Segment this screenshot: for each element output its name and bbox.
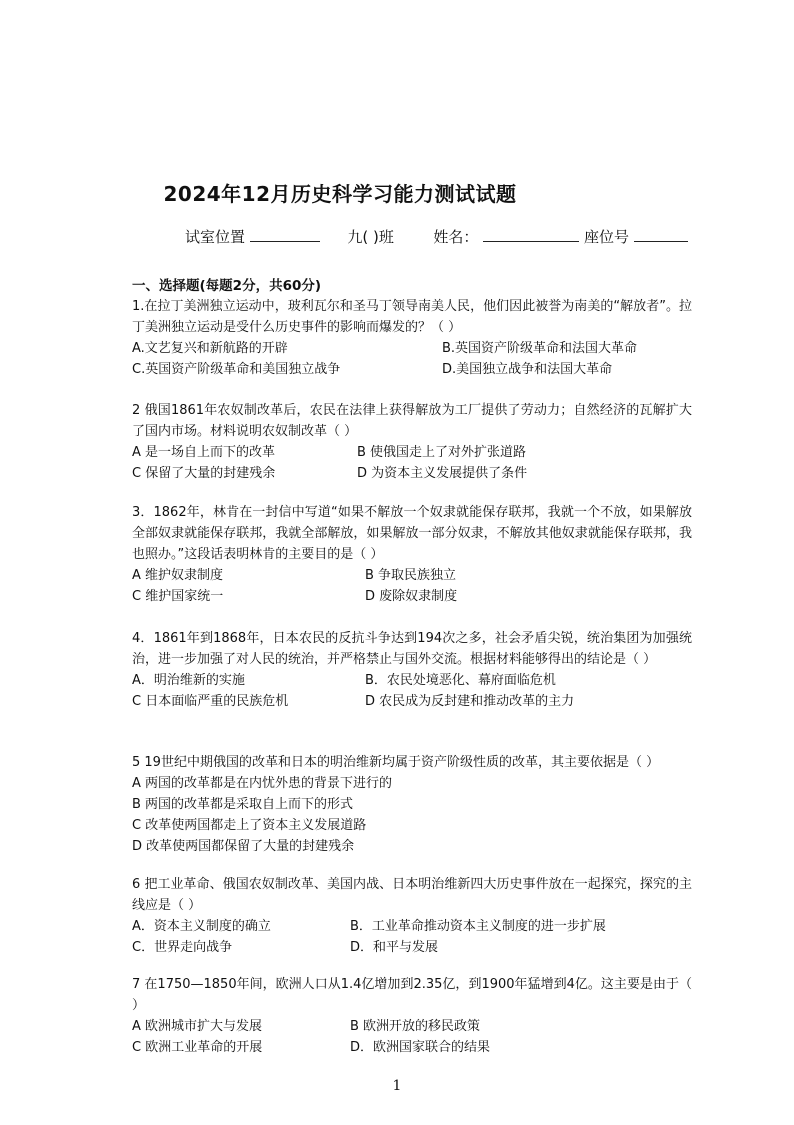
options-grid: [132, 670, 692, 712]
option-b[interactable]: B 争取民族独立: [365, 568, 457, 583]
option-a[interactable]: A.文艺复兴和新航路的开辟: [132, 341, 288, 356]
question-stem: 5 19世纪中期俄国的改革和日本的明治维新均属于资产阶级性质的改革，其主要依据是（ ）: [132, 755, 660, 770]
option-a[interactable]: A 欧洲城市扩大与发展: [132, 1019, 263, 1034]
question-stem: 2 俄国1861年农奴制改革后，农民在法律上获得解放为工厂提供了劳动力；自然经济的瓦解扩大了国内市场。材料说明农奴制改革（ ）: [132, 403, 692, 439]
option-b[interactable]: B 两国的改革都是采取自上而下的形式: [132, 797, 354, 812]
options-grid: [132, 1016, 692, 1058]
option-a[interactable]: A 两国的改革都是在内忧外患的背景下进行的: [132, 776, 393, 791]
option-b[interactable]: B．工业革命推动资本主义制度的进一步扩展: [350, 919, 606, 934]
option-c[interactable]: C 保留了大量的封建残余: [132, 466, 276, 481]
option-d[interactable]: D 农民成为反封建和推动改革的主力: [365, 694, 575, 709]
option-c[interactable]: C 改革使两国都走上了资本主义发展道路: [132, 818, 367, 833]
option-b[interactable]: B 使俄国走上了对外扩张道路: [357, 445, 527, 460]
option-d[interactable]: D 废除奴隶制度: [365, 589, 458, 604]
name-label: 姓名：: [433, 228, 479, 246]
option-c[interactable]: C．世界走向战争: [132, 940, 233, 955]
option-c[interactable]: C 欧洲工业革命的开展: [132, 1040, 263, 1055]
exam-title: 2024年12月历史科学习能力测试试题: [163, 182, 517, 206]
question-stem: 4．1861年到1868年，日本农民的反抗斗争达到194次之多，社会矛盾尖锐，统治集团为加强统治，进一步加强了对人民的统治，并严格禁止与国外交流。根据材料能够得出的结论是（ ）: [132, 631, 692, 667]
option-a[interactable]: A．明治维新的实施: [132, 673, 245, 688]
question-6: [132, 874, 692, 958]
option-b[interactable]: B.英国资产阶级革命和法国大革命: [442, 341, 638, 356]
option-c[interactable]: C 维护国家统一: [132, 589, 224, 604]
question-stem: 1.在拉丁美洲独立运动中，玻利瓦尔和圣马丁领导南美人民，他们因此被誉为南美的“解放者”。拉丁美洲独立运动是受什么历史事件的影响而爆发的？（ ）: [132, 299, 692, 335]
seat-blank[interactable]: [634, 227, 688, 242]
option-a[interactable]: A 维护奴隶制度: [132, 568, 224, 583]
option-d[interactable]: D．和平与发展: [350, 940, 439, 955]
option-d[interactable]: D 为资本主义发展提供了条件: [357, 466, 528, 481]
question-4: [132, 628, 692, 712]
option-a[interactable]: A．资本主义制度的确立: [132, 919, 271, 934]
student-info-line: [185, 226, 725, 247]
question-3: [132, 502, 692, 607]
option-d[interactable]: D.美国独立战争和法国大革命: [442, 362, 613, 377]
option-a[interactable]: A 是一场自上而下的改革: [132, 445, 276, 460]
question-stem: 7 在1750—1850年间，欧洲人口从1.4亿增加到2.35亿，到1900年猛增到4亿。这主要是由于（ ）: [132, 977, 692, 1013]
question-2: [132, 400, 692, 484]
question-stem: 3．1862年，林肯在一封信中写道“如果不解放一个奴隶就能保存联邦，我就一个不放，如果解放全部奴隶就能保存联邦，我就全部解放，如果解放一部分奴隶，不解放其他奴隶就能保存联邦，我也照办。”这段话表明林肯的主要目的是（ ）: [132, 505, 692, 562]
option-b[interactable]: B 欧洲开放的移民政策: [350, 1019, 481, 1034]
section-heading: 一、选择题(每题2分，共60分): [132, 278, 322, 294]
options-grid: [132, 565, 692, 607]
name-blank[interactable]: [483, 227, 579, 242]
room-label: 试室位置: [185, 228, 246, 246]
option-c[interactable]: C 日本面临严重的民族危机: [132, 694, 289, 709]
question-7: [132, 974, 692, 1058]
question-stem: 6 把工业革命、俄国农奴制改革、美国内战、日本明治维新四大历史事件放在一起探究，探究的主线应是（ ）: [132, 877, 692, 913]
options-grid: [132, 442, 692, 484]
question-1: [132, 296, 692, 380]
option-d[interactable]: D．欧洲国家联合的结果: [350, 1040, 491, 1055]
seat-label: 座位号: [583, 228, 629, 246]
option-d[interactable]: D 改革使两国都保留了大量的封建残余: [132, 839, 355, 854]
question-5: [132, 752, 692, 857]
options-grid: [132, 338, 692, 380]
page-number: 1: [392, 1078, 402, 1094]
option-b[interactable]: B．农民处境恶化、幕府面临危机: [365, 673, 556, 688]
options-grid: [132, 916, 692, 958]
room-blank[interactable]: [250, 227, 320, 242]
option-c[interactable]: C.英国资产阶级革命和美国独立战争: [132, 362, 341, 377]
options-list: [132, 773, 692, 857]
class-label: 九( )班: [347, 228, 394, 246]
